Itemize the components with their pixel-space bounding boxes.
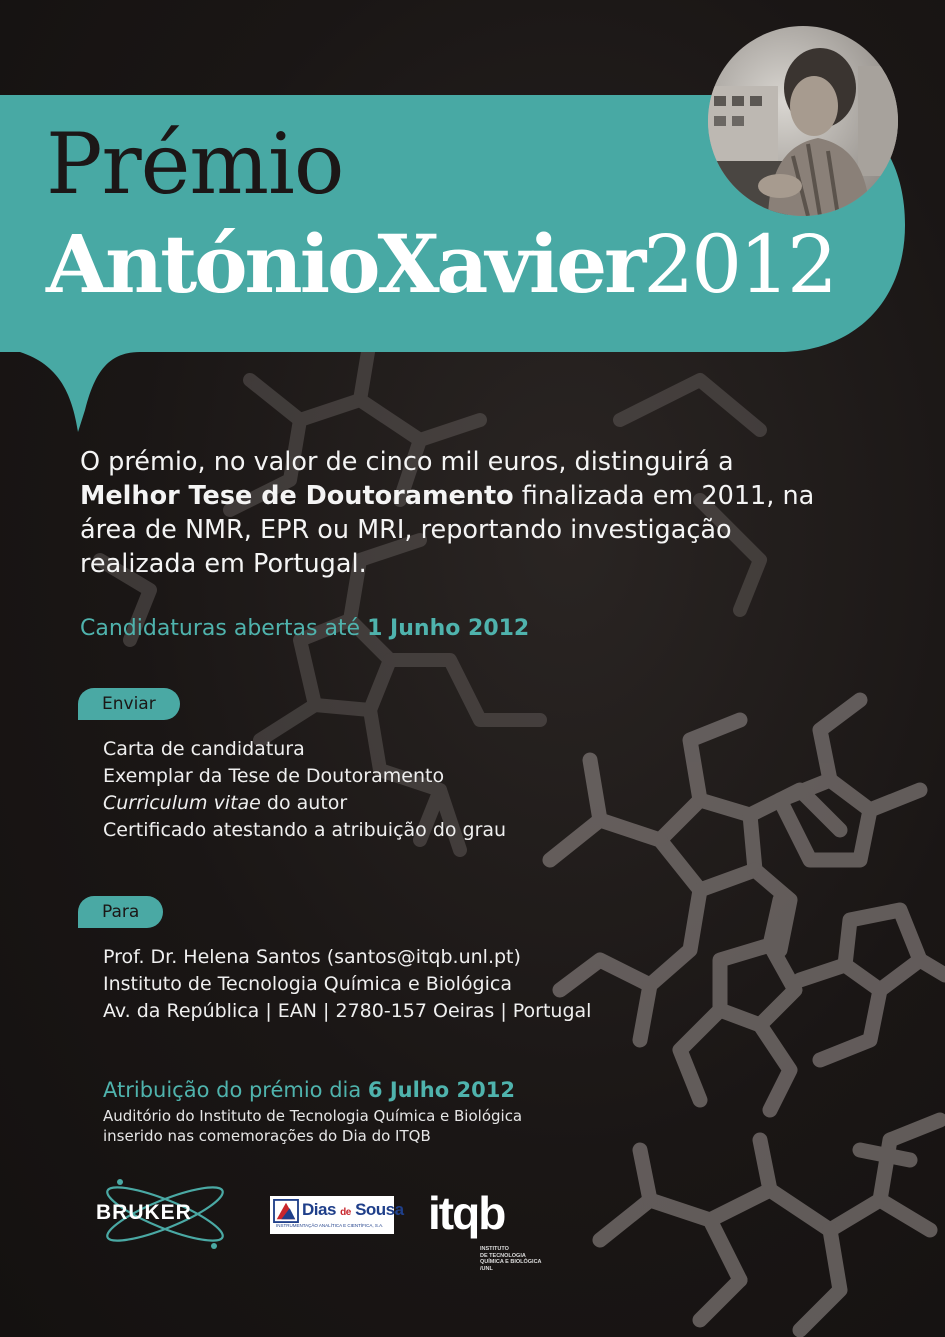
address-line: Instituto de Tecnologia Química e Biológica: [103, 973, 512, 995]
list-item-rest: do autor: [260, 792, 348, 814]
bruker-wordmark: BRUKER: [96, 1201, 192, 1224]
award-date-value: 6 Julho 2012: [367, 1078, 515, 1102]
dias-emblem-icon: [273, 1199, 299, 1223]
award-text: Atribuição do prémio dia: [103, 1078, 368, 1102]
deadline: [80, 616, 529, 641]
dias-de: de: [340, 1207, 351, 1218]
portrait-photo: [708, 26, 898, 216]
dias-de-sousa-logo: [270, 1196, 404, 1234]
bruker-logo: [92, 1176, 242, 1252]
intro-text-2: finalizada em 2011, na área de NMR, EPR ou MRI, reportando investigação realizada em Portugal.: [80, 481, 815, 579]
deadline-date: 1 Junho 2012: [367, 616, 530, 641]
title-name: AntónioXavier: [46, 217, 644, 311]
list-item: Carta de candidatura: [103, 738, 305, 760]
deadline-text: Candidaturas abertas até: [80, 616, 368, 641]
award-date: [103, 1078, 515, 1102]
enviar-label: Enviar: [78, 688, 180, 720]
award-detail-line: inserido nas comemorações do Dia do ITQB: [103, 1127, 431, 1145]
itqb-logo: [426, 1187, 546, 1280]
address-line: Av. da República | EAN | 2780-157 Oeiras | Portugal: [103, 1000, 592, 1022]
title-line2: [46, 217, 835, 311]
list-item: Certificado atestando a atribuição do grau: [103, 819, 507, 841]
dias-wordmark: [302, 1200, 404, 1220]
intro-bold: Melhor Tese de Doutoramento: [80, 481, 514, 511]
para-address: [103, 944, 591, 1025]
title-year: 2012: [643, 218, 835, 311]
intro-text-1: O prémio, no valor de cinco mil euros, distinguirá a: [80, 447, 734, 477]
dias-subtitle: INSTRUMENTAÇÃO ANALÍTICA E CIENTÍFICA, S.A.: [276, 1223, 384, 1228]
itqb-wordmark: itqb: [428, 1187, 505, 1239]
itqb-subtitle: INSTITUTO DE TECNOLOGIA QUÍMICA E BIOLÓGICA /UNL: [480, 1246, 542, 1272]
enviar-list: [103, 736, 506, 844]
address-line: Prof. Dr. Helena Santos (santos@itqb.unl.pt): [103, 946, 521, 968]
list-item: [103, 790, 506, 817]
dias-sousa: Sousa: [355, 1200, 404, 1219]
list-item-italic: Curriculum vitae: [103, 792, 261, 814]
list-item: Exemplar da Tese de Doutoramento: [103, 765, 445, 787]
title-line1: Prémio: [46, 115, 344, 213]
para-label: Para: [78, 896, 163, 928]
award-detail-line: Auditório do Instituto de Tecnologia Química e Biológica: [103, 1107, 523, 1125]
dias-word: Dias: [302, 1200, 336, 1219]
award-details: [103, 1106, 522, 1146]
intro-paragraph: [80, 445, 850, 581]
